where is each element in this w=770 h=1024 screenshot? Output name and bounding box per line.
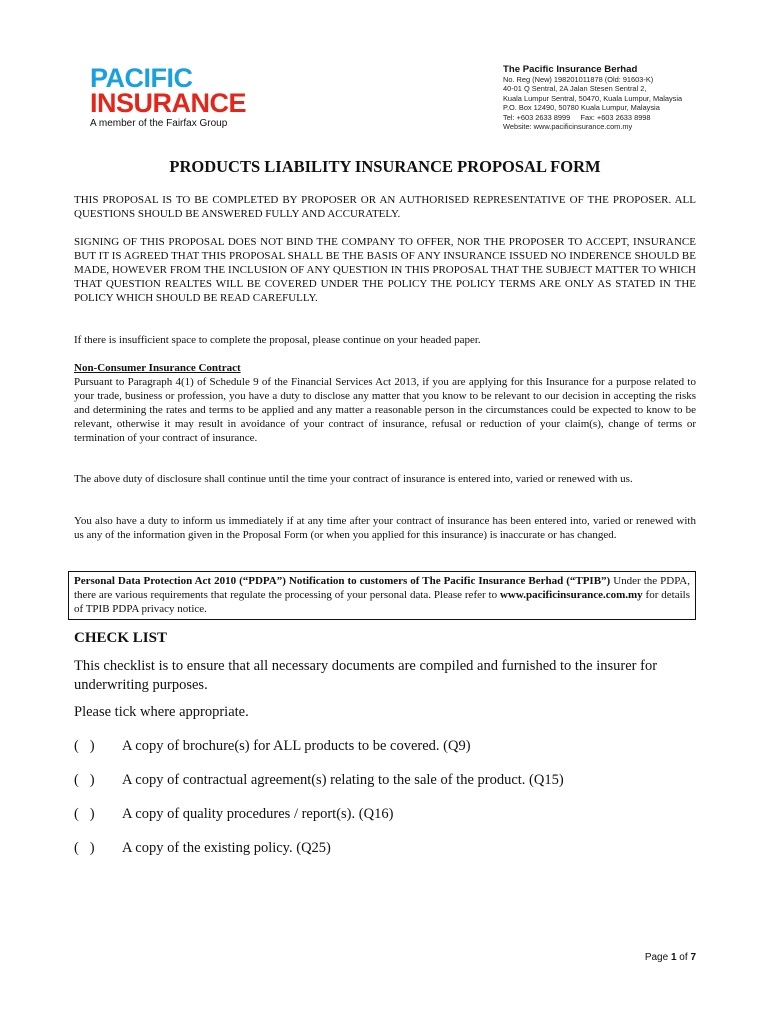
checkbox[interactable]: ( ) xyxy=(74,772,95,788)
company-line: P.O. Box 12490, 50780 Kuala Lumpur, Malaysia xyxy=(503,103,660,113)
intro-paragraph-1: THIS PROPOSAL IS TO BE COMPLETED BY PROPOSER OR AN AUTHORISED REPRESENTATIVE OF THE PROPOSER. ALL QUESTIONS SHOULD BE ANSWERED FULLY AND ACCURATELY. xyxy=(74,194,696,220)
intro-paragraph-2: SIGNING OF THIS PROPOSAL DOES NOT BIND THE COMPANY TO OFFER, NOR THE PROPOSER TO ACCEPT, INSURANCE BUT IT IS AGREED THAT THIS PROPOSAL SHALL BE THE BASIS OF ANY INSURANCE ISSUED NO INDERENCE SHOULD BE MADE, HOWEVER FROM THE INCLUSION OF ANY QUESTION IN THIS PROPOSAL THAT THE SUBJECT MATTER TO WHICH THAT QUESTION REALTES WILL BE COVERED UNDER THE POLICY THE POLICY TERMS ARE ONLY AS STATED IN THE POLICY WHICH SHOULD BE READ CAREFULLY. xyxy=(74,236,696,304)
pdpa-link[interactable]: www.pacificinsurance.com.my xyxy=(499,589,643,601)
checkbox[interactable]: ( ) xyxy=(74,840,95,856)
pdpa-heading: Personal Data Protection Act 2010 (“PDPA”) Notification to customers of The Pacific Insurance Berhad (“TPIB”) xyxy=(74,575,611,587)
form-title: PRODUCTS LIABILITY INSURANCE PROPOSAL FORM xyxy=(169,157,601,176)
checklist-item-label: A copy of the existing policy. (Q25) xyxy=(122,840,331,856)
checklist-intro: This checklist is to ensure that all necessary documents are compiled and furnished to the insurer for underwriting purposes. xyxy=(74,658,658,693)
pdpa-text-2: for details of TPIB PDPA privacy notice. xyxy=(74,589,690,615)
logo-tagline: A member of the Fairfax Group xyxy=(90,118,228,129)
page-of: of xyxy=(676,952,691,963)
checklist-heading: CHECK LIST xyxy=(74,630,167,646)
company-website: Website: www.pacificinsurance.com.my xyxy=(503,122,633,132)
company-address-block xyxy=(503,64,713,131)
checklist-instruction: Please tick where appropriate. xyxy=(74,704,249,720)
company-line: Kuala Lumpur Sentral, 50470, Kuala Lumpur, Malaysia xyxy=(503,93,683,103)
non-consumer-heading xyxy=(74,361,696,375)
non-consumer-heading-text: Non-Consumer Insurance Contract xyxy=(74,362,241,374)
company-line: Tel: +603 2633 8999 Fax: +603 2633 8998 xyxy=(503,112,651,122)
pacific-insurance-logo xyxy=(90,63,247,129)
company-line: No. Reg (New) 198201011878 (Old: 91603-K) xyxy=(503,75,654,84)
company-name: The Pacific Insurance Berhad xyxy=(503,64,638,75)
page-current: 1 xyxy=(670,952,677,963)
non-consumer-paragraph-3: You also have a duty to inform us immediately if at any time after your contract of insurance has been entered into, varied or renewed with us any of the information given in the Proposal Form (or when you applied for this insurance) is inaccurate or has changed. xyxy=(74,515,696,541)
checkbox[interactable]: ( ) xyxy=(74,806,95,822)
logo-line-1: PACIFIC xyxy=(90,63,193,93)
non-consumer-paragraph-2: The above duty of disclosure shall continue until the time your contract of insurance is entered into, varied or renewed with us. xyxy=(74,473,633,485)
page-number xyxy=(645,952,696,963)
logo-line-2: INSURANCE xyxy=(90,88,247,118)
page-prefix: Page xyxy=(644,952,671,963)
pdpa-text-1: Under the PDPA, there are various requirements that regulate the processing of your personal data. Please refer to xyxy=(74,575,690,601)
company-line: 40-01 Q Sentral, 2A Jalan Stesen Sentral 2, xyxy=(503,84,647,94)
checklist-item-label: A copy of brochure(s) for ALL products to be covered. (Q9) xyxy=(122,738,471,754)
pdpa-notice-box xyxy=(68,571,696,620)
checklist-item-label: A copy of contractual agreement(s) relating to the sale of the product. (Q15) xyxy=(122,772,564,788)
non-consumer-paragraph-1: Pursuant to Paragraph 4(1) of Schedule 9 of the Financial Services Act 2013, if you are applying for this Insurance for a purpose related to your trade, business or profession, you have a duty to disclose any matter that you know to be relevant to our decision in accepting the risks and determining the rates and terms to be applied and any matter a reasonable person in the circumstances could be expected to know to be relevant, otherwise it may result in avoidance of your contract of insurance, refusal or reduction of your claim(s), change of terms or termination of your contract of insurance. xyxy=(74,376,696,444)
insufficient-space-note: If there is insufficient space to complete the proposal, please continue on your headed paper. xyxy=(74,334,481,346)
checkbox[interactable]: ( ) xyxy=(74,738,95,754)
page-total: 7 xyxy=(690,952,696,963)
checklist-item-label: A copy of quality procedures / report(s). (Q16) xyxy=(122,806,394,822)
